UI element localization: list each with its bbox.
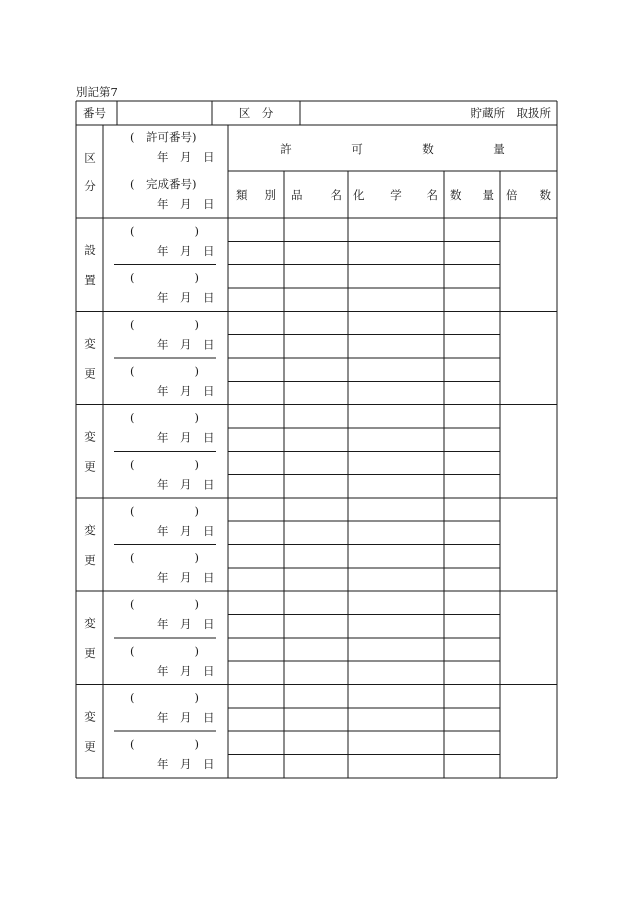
paren-close: ) [194,457,199,472]
paren-close: ) [194,363,199,378]
paren-open: ( [130,410,135,425]
column-type-char: 別 [264,188,276,202]
section-char: 更 [84,552,96,567]
section-char: 更 [84,739,96,754]
section-char: 更 [84,459,96,474]
column-quantity-char: 数 [450,188,462,202]
permit-date-label: 年 月 日 [157,150,215,164]
entry-date-label: 年 月 日 [157,757,215,772]
column-product-char: 品 [291,188,303,202]
paren-open: ( [130,737,135,752]
title-char: 数 [422,142,434,156]
column-chemical-char: 化 [353,188,365,202]
division-label: 区 分 [238,106,274,120]
section-char: 更 [84,366,96,381]
number-label: 番号 [83,106,106,120]
paren-open: ( [130,690,135,705]
paren-open: ( [130,270,135,285]
section-char: 変 [84,616,96,631]
section-char: 変 [84,336,96,351]
paren-open: ( [130,363,135,378]
entry-date-label: 年 月 日 [157,244,215,258]
paren-close: ) [194,597,199,612]
paren-close: ) [194,224,199,238]
paren-close: ) [194,410,199,425]
paren-close: ) [194,690,199,705]
paren-close: ) [194,737,199,752]
permit-number-label: ( 許可番号) [130,130,197,144]
column-product-char: 名 [330,188,342,202]
paren-close: ) [194,550,199,565]
section-char: 変 [84,709,96,724]
paren-open: ( [130,457,135,472]
section-char: 更 [84,646,96,661]
entry-date-label: 年 月 日 [157,617,215,632]
entry-date-label: 年 月 日 [157,663,215,678]
title-char: 許 [280,142,292,156]
paren-open: ( [130,503,135,518]
entry-date-label: 年 月 日 [157,337,215,352]
completion-number-label: ( 完成番号) [130,177,197,191]
column-chemical-char: 学 [390,188,402,202]
division-options: 貯蔵所 取扱所 [470,106,551,120]
paren-close: ) [194,503,199,518]
section-char: 設 [84,243,96,257]
title-char: 量 [493,142,505,156]
column-multiple-char: 数 [539,188,551,202]
entry-date-label: 年 月 日 [157,523,215,538]
paren-open: ( [130,597,135,612]
paren-open: ( [130,643,135,658]
completion-date-label: 年 月 日 [157,197,215,211]
paren-open: ( [130,317,135,332]
title-char: 可 [351,142,363,156]
section-char: 変 [84,429,96,444]
kubun-char: 区 [84,151,96,165]
entry-date-label: 年 月 日 [157,570,215,585]
section-char: 置 [84,273,96,287]
column-multiple-char: 倍 [506,188,518,202]
paren-close: ) [194,317,199,332]
paren-close: ) [194,270,199,285]
entry-date-label: 年 月 日 [157,383,215,398]
form-caption: 別記第7 [76,85,118,99]
paren-close: ) [194,643,199,658]
paren-open: ( [130,224,135,238]
section-char: 変 [84,522,96,537]
paren-open: ( [130,550,135,565]
entry-date-label: 年 月 日 [157,710,215,725]
column-type-char: 類 [236,188,248,202]
kubun-char: 分 [84,179,96,193]
entry-date-label: 年 月 日 [157,290,215,305]
column-quantity-char: 量 [482,188,494,202]
column-chemical-char: 名 [426,188,438,202]
entry-date-label: 年 月 日 [157,430,215,445]
entry-date-label: 年 月 日 [157,477,215,492]
